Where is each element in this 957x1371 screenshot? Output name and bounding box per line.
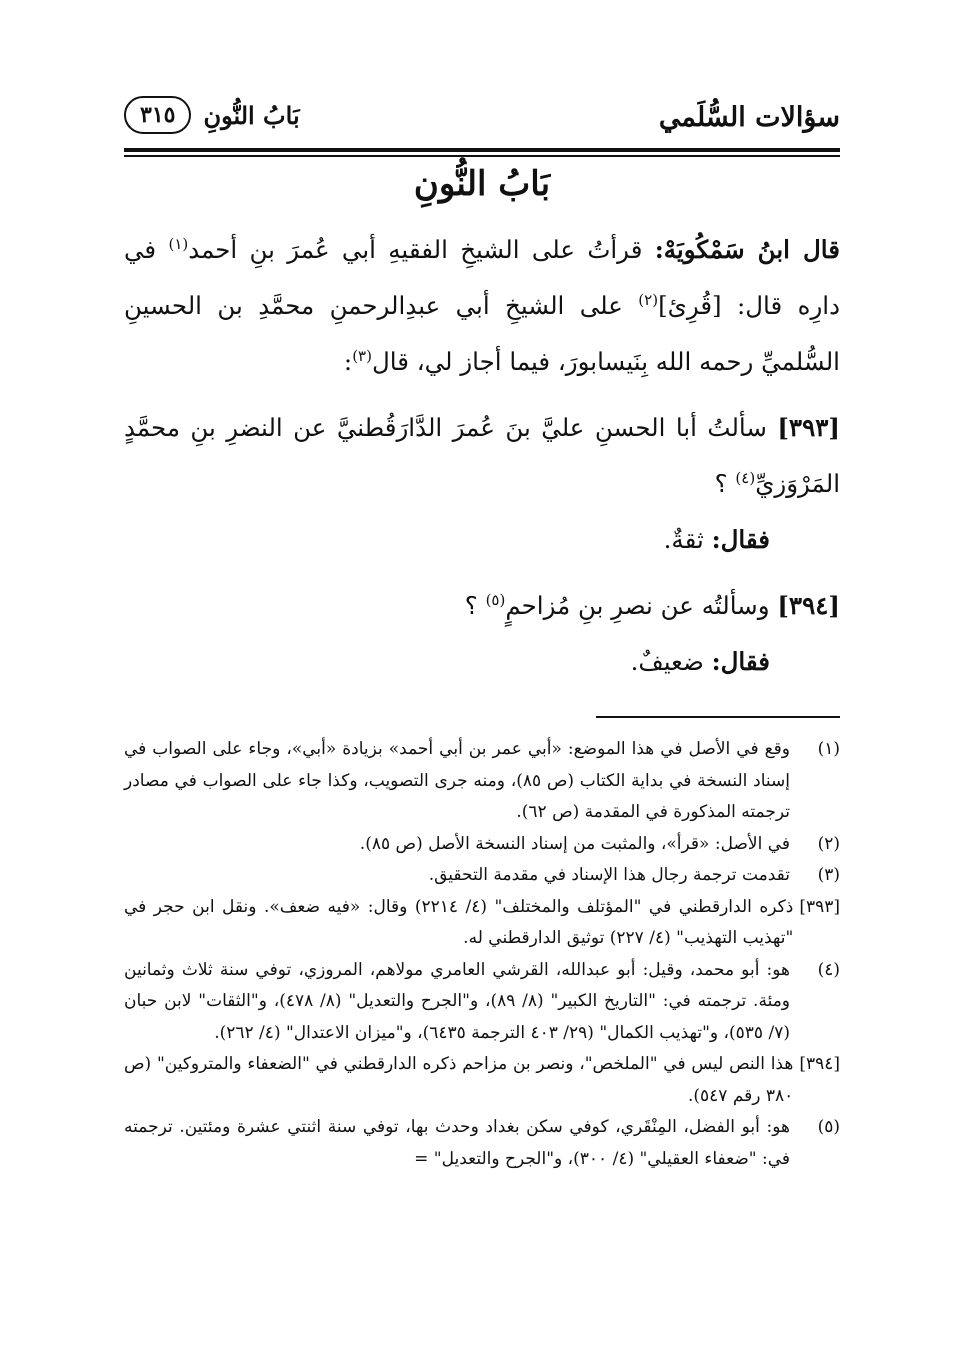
answer-label: فقال: [711, 647, 770, 676]
footnote-mark: (١) [817, 739, 840, 759]
footnote-3 [124, 860, 840, 892]
footnote-text: تقدمت ترجمة رجال هذا الإسناد في مقدمة التحقيق. [428, 865, 790, 885]
intro-text-4: : [343, 347, 353, 376]
footnote-1 [124, 734, 840, 829]
entry-number: [٣٩٤] [777, 591, 840, 620]
entry-note-393 [124, 892, 840, 955]
entry-note-394 [124, 1049, 840, 1112]
book-title: سؤالات السُّلَمي [658, 102, 840, 133]
intro-text-3: على الشيخِ أبي عبدِالرحمنِ محمَّدِ بن الحسينِ السُّلميِّ رحمه الله بِنَيسابورَ، فيما أجاز لي، قال [124, 291, 840, 376]
footnote-ref-3[interactable]: (٣) [352, 346, 372, 365]
question-mark: ؟ [464, 591, 486, 620]
footnote-text: في الأصل: «قرأ»، والمثبت من إسناد النسخة الأصل (ص ٨٥). [359, 833, 790, 854]
answer-text: ثقةٌ. [663, 525, 712, 554]
footnote-mark: [٣٩٤] [799, 1054, 840, 1074]
entry-question-text: سألتُ أبا الحسنِ عليَّ بنَ عُمرَ الدَّارَقُطنيَّ عن النضرِ بنِ محمَّدٍ المَرْوَزيِّ [124, 413, 840, 498]
footnote-mark: [٣٩٣] [799, 896, 840, 917]
entry-393-answer [124, 512, 840, 568]
chapter-title: بَابُ النُّونِ [413, 164, 551, 204]
intro-text-1: قرأتُ على الشيخِ الفقيهِ أبي عُمرَ بنِ أحمد [188, 235, 655, 264]
answer-text: ضعيفٌ. [630, 647, 712, 676]
header-rule-thin [124, 155, 840, 157]
main-text [124, 222, 840, 690]
header-left-group [124, 96, 300, 134]
intro-text-2: في دارِه قال: [قُرِئ] [124, 235, 840, 320]
narrator-name: قال ابنُ سَمْكُويَهْ: [654, 235, 840, 264]
footnote-text: هو: أبو محمد، وقيل: أبو عبدالله، القرشي العامري مولاهم، المروزي، توفي سنة ثلاث وثمانين ومئة. ترجمته في: "التاريخ الكبير" (٨/ ٨٩)، و"الجرح والتعديل" (٨/ ٤٧٨)، و"الثقات" لابن حبان (٧/ ٥٣٥)، و"تهذيب الكمال" (٢٩/ ٤٠٣ الترجمة ٦٤٣٥)، و"ميزان الاعتدال" (٤/ ٢٦٢). [124, 959, 791, 1043]
header-chapter-name: بَابُ النُّونِ [203, 100, 300, 130]
footnote-text: هذا النص ليس في "الملخص"، ونصر بن مزاحم ذكره الدارقطني في "الضعفاء والمتروكين" (ص ٣٨٠ رقم ٥٤٧). [124, 1054, 794, 1106]
running-header [124, 96, 840, 146]
footnote-ref-1[interactable]: (١) [168, 234, 189, 253]
entry-question-text: وسألتُه عن نصرِ بنِ مُزاحمٍ [505, 591, 778, 620]
entry-number: [٣٩٣] [777, 413, 840, 442]
footnote-mark: (٤) [817, 959, 840, 980]
footnote-text: هو: أبو الفضل، المِنْقَري، كوفي سكن بغداد وحدث بها، توفي سنة اثنتي عشرة ومئتين. ترجمته في: "ضعفاء العقيلي" (٤/ ٣٠٠)، و"الجرح والتعديل" = [124, 1117, 790, 1169]
footnote-5 [124, 1112, 840, 1175]
footnote-text: ذكره الدارقطني في "المؤتلف والمختلف" (٤/ ٢٢١٤) وقال: «فيه ضعف». ونقل ابن حجر في "تهذيب التهذيب" (٤/ ٢٢٧) توثيق الدارقطني له. [124, 896, 794, 948]
footnote-ref-5[interactable]: (٥) [485, 590, 506, 609]
footnotes [124, 734, 840, 1175]
footnote-4 [124, 955, 840, 1050]
footnote-ref-4[interactable]: (٤) [735, 468, 756, 487]
answer-label: فقال: [711, 525, 770, 554]
entry-394-question [124, 578, 840, 634]
footnote-mark: (٥) [817, 1117, 840, 1137]
footnote-separator [596, 716, 840, 718]
entry-393-question [124, 400, 840, 512]
question-mark: ؟ [714, 469, 736, 498]
footnote-ref-2[interactable]: (٢) [638, 290, 659, 309]
footnote-mark: (٢) [817, 833, 840, 854]
page-number-badge: ٣١٥ [124, 96, 191, 134]
footnote-mark: (٣) [817, 865, 840, 885]
isnad-paragraph [124, 222, 840, 390]
header-rule-thick [124, 148, 840, 152]
footnote-text: وقع في الأصل في هذا الموضع: «أبي عمر بن أبي أحمد» بزيادة «أبي»، وجاء على الصواب في إسناد النسخة في بداية الكتاب (ص ٨٥)، ومنه جرى التصويب، وكذا جاء على الصواب في مصادر ترجمته المذكورة في المقدمة (ص ٦٢). [124, 739, 790, 822]
entry-394-answer [124, 634, 840, 690]
footnote-2 [124, 829, 840, 861]
